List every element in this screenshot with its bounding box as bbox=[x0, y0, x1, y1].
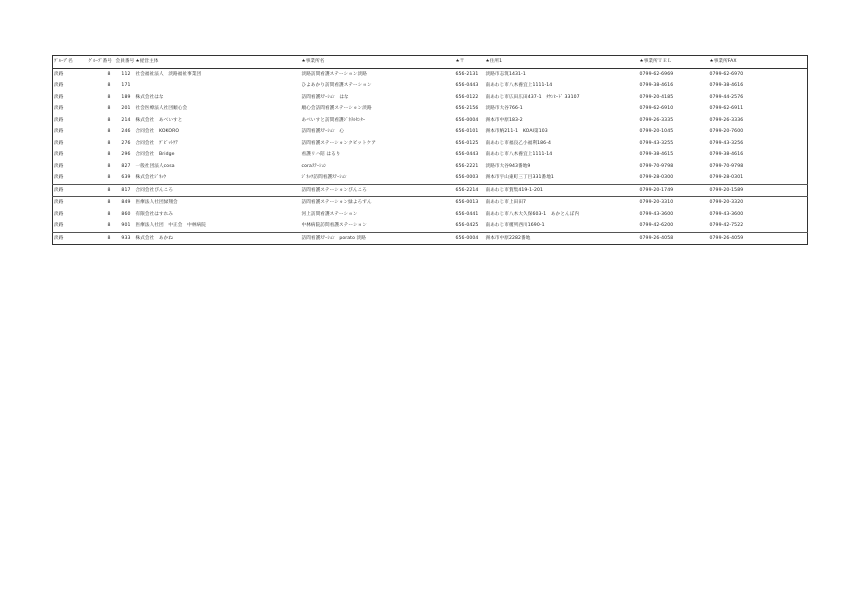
cell-group: 淡路 bbox=[54, 106, 64, 111]
cell-corp: 社会福祉法人 淡路福祉事業団 bbox=[135, 71, 202, 77]
cell-member-no: 246 bbox=[121, 129, 131, 134]
cell-tel: 0799-38-4616 bbox=[639, 83, 674, 88]
cell-fax: 0799-20-1589 bbox=[709, 187, 744, 193]
cell-group-no: 8 bbox=[107, 71, 111, 77]
table-row bbox=[53, 68, 808, 80]
cell-zip: 656-0441 bbox=[455, 211, 479, 217]
cell-address: 南あわじ市八木養宜上1111-14 bbox=[485, 83, 553, 88]
cell-office: 訪問看護ステーションぴんころ bbox=[301, 187, 367, 193]
cell-corp: 合同会社 KOKORO bbox=[135, 129, 180, 134]
cell-group-no: 8 bbox=[107, 223, 111, 228]
cell-office: 順心会訪問看護ステーション淡路 bbox=[301, 106, 372, 111]
cell-address: 南あわじ市賀集419-1-201 bbox=[485, 187, 544, 193]
cell-corp: 株式会社 あかね bbox=[135, 235, 174, 241]
cell-member-no: 860 bbox=[121, 211, 131, 217]
cell-address: 南あわじ市榎列西川1690-1 bbox=[485, 223, 545, 228]
cell-address: 洲本市中原2282番地 bbox=[485, 235, 531, 241]
cell-corp: 株式会社 あべいすと bbox=[135, 117, 183, 123]
cell-group-no: 8 bbox=[107, 211, 111, 217]
cell-fax: 0799-42-7522 bbox=[709, 223, 744, 228]
table-row bbox=[53, 92, 808, 104]
cell-group-no: 8 bbox=[107, 83, 111, 88]
table-row bbox=[53, 161, 808, 173]
cell-tel: 0799-43-3600 bbox=[639, 211, 674, 217]
cell-member-no: 276 bbox=[121, 140, 131, 146]
cell-member-no: 933 bbox=[121, 235, 131, 241]
cell-corp: 医療法人社団緑翔会 bbox=[135, 200, 178, 205]
cell-address: 淡路市大谷943番地9 bbox=[485, 163, 531, 169]
cell-group: 淡路 bbox=[54, 223, 64, 228]
header-row bbox=[53, 56, 808, 69]
cell-tel: 0799-20-4185 bbox=[639, 94, 674, 100]
roster-sheet bbox=[52, 55, 807, 245]
cell-office: 訪問看護ステーション緑よろずん bbox=[301, 200, 372, 205]
cell-group: 淡路 bbox=[54, 175, 64, 180]
cell-group: 淡路 bbox=[54, 117, 64, 123]
cell-tel: 0799-28-0300 bbox=[639, 175, 674, 180]
cell-zip: 656-2156 bbox=[455, 106, 479, 111]
cell-fax: 0799-43-3256 bbox=[709, 140, 744, 146]
cell-group: 淡路 bbox=[54, 211, 64, 217]
cell-group: 淡路 bbox=[54, 140, 64, 146]
cell-group-no: 8 bbox=[107, 140, 111, 146]
cell-address: 南あわじ市八木養宜上1111-14 bbox=[485, 152, 553, 157]
cell-group: 淡路 bbox=[54, 71, 64, 77]
cell-corp: 合同会社 Bridge bbox=[135, 152, 175, 157]
table-row bbox=[53, 184, 808, 197]
header-corp: ★経営主体 bbox=[135, 59, 159, 64]
header-tel: ★事業所ＴＥＬ bbox=[639, 59, 672, 64]
cell-member-no: 201 bbox=[121, 106, 131, 111]
cell-address: 南あわじ市上田田7 bbox=[485, 200, 527, 205]
cell-group: 淡路 bbox=[54, 94, 64, 100]
member-table bbox=[52, 55, 808, 245]
cell-tel: 0799-62-6969 bbox=[639, 71, 674, 77]
cell-zip: 656-0101 bbox=[455, 129, 479, 134]
cell-address: 淡路市大谷766-1 bbox=[485, 106, 523, 111]
cell-member-no: 296 bbox=[121, 152, 131, 157]
cell-corp: 一般社団法人cosa bbox=[135, 163, 175, 169]
cell-fax: 0799-20-7600 bbox=[709, 129, 744, 134]
cell-tel: 0799-26-4058 bbox=[639, 235, 674, 241]
table-row bbox=[53, 232, 808, 245]
cell-office: 淡路訪問看護ステーション淡路 bbox=[301, 71, 367, 77]
cell-address: 洲本市中原183-2 bbox=[485, 117, 523, 123]
cell-fax: 0799-28-0301 bbox=[709, 175, 744, 180]
cell-office: 訪問看護ｽﾃｰｼｮﾝ はな bbox=[301, 94, 349, 100]
cell-zip: 656-0004 bbox=[455, 117, 479, 123]
cell-zip: 656-0122 bbox=[455, 94, 479, 100]
header-office: ★事業所名 bbox=[301, 59, 325, 64]
table-row bbox=[53, 197, 808, 209]
cell-tel: 0799-43-3255 bbox=[639, 140, 674, 146]
table-row bbox=[53, 126, 808, 138]
cell-member-no: 189 bbox=[121, 94, 131, 100]
cell-group: 淡路 bbox=[54, 187, 64, 193]
cell-zip: 656-0443 bbox=[455, 83, 479, 88]
cell-office: 看護リハ陪 はるり bbox=[301, 152, 341, 157]
cell-office: 中林病院訪問看護ステーション bbox=[301, 223, 367, 228]
header-address: ★住所1 bbox=[485, 59, 503, 64]
header-group: ｸﾞﾙｰﾌﾟ名 bbox=[54, 59, 73, 64]
cell-group-no: 8 bbox=[107, 187, 111, 193]
cell-member-no: 817 bbox=[121, 187, 131, 193]
header-member-no: 会員番号 bbox=[115, 59, 135, 64]
cell-tel: 0799-20-1045 bbox=[639, 129, 674, 134]
cell-fax: 0799-43-3600 bbox=[709, 211, 744, 217]
cell-group-no: 8 bbox=[107, 129, 111, 134]
header-zip: ★〒 bbox=[455, 59, 465, 64]
cell-tel: 0799-20-3310 bbox=[639, 200, 674, 205]
cell-zip: 656-2214 bbox=[455, 187, 479, 193]
cell-group-no: 8 bbox=[107, 106, 111, 111]
cell-zip: 656-0425 bbox=[455, 223, 479, 228]
cell-corp: 合同会社ぴんころ bbox=[135, 187, 174, 193]
cell-corp: 有限会社はすれみ bbox=[135, 211, 174, 217]
cell-tel: 0799-42-6200 bbox=[639, 223, 674, 228]
cell-member-no: 214 bbox=[121, 117, 131, 123]
cell-member-no: 901 bbox=[121, 223, 131, 228]
cell-group: 淡路 bbox=[54, 152, 64, 157]
cell-group-no: 8 bbox=[107, 235, 111, 241]
cell-group: 淡路 bbox=[54, 200, 64, 205]
cell-member-no: 639 bbox=[121, 175, 131, 180]
cell-corp: 合同会社 ｸﾞﾋﾞｯﾄｹｱ bbox=[135, 140, 178, 146]
cell-address: 洲本市納211-1 KOAI第103 bbox=[485, 129, 548, 134]
cell-fax: 0799-26-3336 bbox=[709, 117, 744, 123]
cell-member-no: 112 bbox=[121, 71, 131, 77]
cell-zip: 656-0443 bbox=[455, 152, 479, 157]
cell-zip: 656-0003 bbox=[455, 175, 479, 180]
header-fax: ★事業所FAX bbox=[709, 59, 737, 64]
cell-tel: 0799-62-6910 bbox=[639, 106, 674, 111]
cell-corp: 社会医療法人社団順心会 bbox=[135, 106, 188, 111]
cell-address: 南あわじ市広田広田437-1 ﾀｳﾝﾋｰﾄﾞ 33107 bbox=[485, 94, 580, 100]
cell-group-no: 8 bbox=[107, 94, 111, 100]
cell-corp bbox=[135, 80, 301, 92]
cell-group-no: 8 bbox=[107, 163, 111, 169]
cell-zip: 656-0004 bbox=[455, 235, 479, 241]
cell-office: 訪問看護ｽﾃｰｼｮﾝ 心 bbox=[301, 129, 345, 134]
cell-tel: 0799-38-4615 bbox=[639, 152, 674, 157]
cell-corp: 医療法人社団 中正会 中林病院 bbox=[135, 223, 206, 228]
cell-tel: 0799-26-3335 bbox=[639, 117, 674, 123]
cell-fax: 0799-70-9798 bbox=[709, 163, 744, 169]
table-row bbox=[53, 209, 808, 221]
table-row bbox=[53, 172, 808, 184]
cell-address: 淡路市志筑1431-1 bbox=[485, 71, 526, 77]
cell-office: 河上訪問看護ステーション bbox=[301, 211, 358, 217]
cell-member-no: 849 bbox=[121, 200, 131, 205]
cell-zip: 656-0013 bbox=[455, 200, 479, 205]
table-row bbox=[53, 115, 808, 127]
cell-tel: 0799-20-1749 bbox=[639, 187, 674, 193]
cell-tel: 0799-70-9798 bbox=[639, 163, 674, 169]
cell-fax: 0799-62-6970 bbox=[709, 71, 744, 77]
cell-member-no: 171 bbox=[121, 83, 131, 88]
cell-corp: 株式会社ｼﾞﾈｯｸ bbox=[135, 175, 167, 180]
cell-fax: 0799-38-4616 bbox=[709, 152, 744, 157]
cell-corp: 株式会社はな bbox=[135, 94, 164, 100]
cell-group: 淡路 bbox=[54, 163, 64, 169]
cell-address: 洲本市宇山東町三丁目331番地1 bbox=[485, 175, 554, 180]
cell-office: ｼﾞﾈｯｸ訪問看護ｽﾃｰｼｮﾝ bbox=[301, 175, 347, 180]
cell-group-no: 8 bbox=[107, 152, 111, 157]
cell-group: 淡路 bbox=[54, 235, 64, 241]
cell-group-no: 8 bbox=[107, 175, 111, 180]
table-row bbox=[53, 149, 808, 161]
table-row bbox=[53, 80, 808, 92]
cell-group: 淡路 bbox=[54, 129, 64, 134]
cell-group-no: 8 bbox=[107, 200, 111, 205]
cell-member-no: 827 bbox=[121, 163, 131, 169]
table-row bbox=[53, 138, 808, 150]
table-row bbox=[53, 220, 808, 232]
cell-zip: 656-0125 bbox=[455, 140, 479, 146]
cell-office: coraｽﾃｰｼｮﾝ bbox=[301, 163, 327, 169]
cell-fax: 0799-62-6911 bbox=[709, 106, 744, 111]
cell-office: 訪問看護ステーションクビットケア bbox=[301, 140, 376, 146]
cell-address: 南あわじ市福良乙小福利186-4 bbox=[485, 140, 551, 146]
cell-zip: 656-2131 bbox=[455, 71, 479, 77]
cell-fax: 0799-44-2576 bbox=[709, 94, 744, 100]
cell-fax: 0799-38-4616 bbox=[709, 83, 744, 88]
cell-address: 南あわじ市八木大久保603-1 あかとんぼ内 bbox=[485, 211, 580, 217]
cell-group-no: 8 bbox=[107, 117, 111, 123]
table-row bbox=[53, 103, 808, 115]
cell-office: 訪問看護ｽﾃｰｼｮﾝ porato 淡路 bbox=[301, 235, 366, 241]
cell-zip: 656-2221 bbox=[455, 163, 479, 169]
cell-office: ひよあかり訪問看護ステーション bbox=[301, 83, 372, 88]
header-group-no: ｸﾞﾙｰﾌﾟ番号 bbox=[88, 59, 113, 64]
cell-fax: 0799-20-3320 bbox=[709, 200, 744, 205]
cell-fax: 0799-26-4059 bbox=[709, 235, 744, 241]
cell-office: あべいすと訪問看護ｼﾞﾈﾗﾙｾﾝﾀｰ bbox=[301, 117, 366, 123]
cell-group: 淡路 bbox=[54, 83, 64, 88]
